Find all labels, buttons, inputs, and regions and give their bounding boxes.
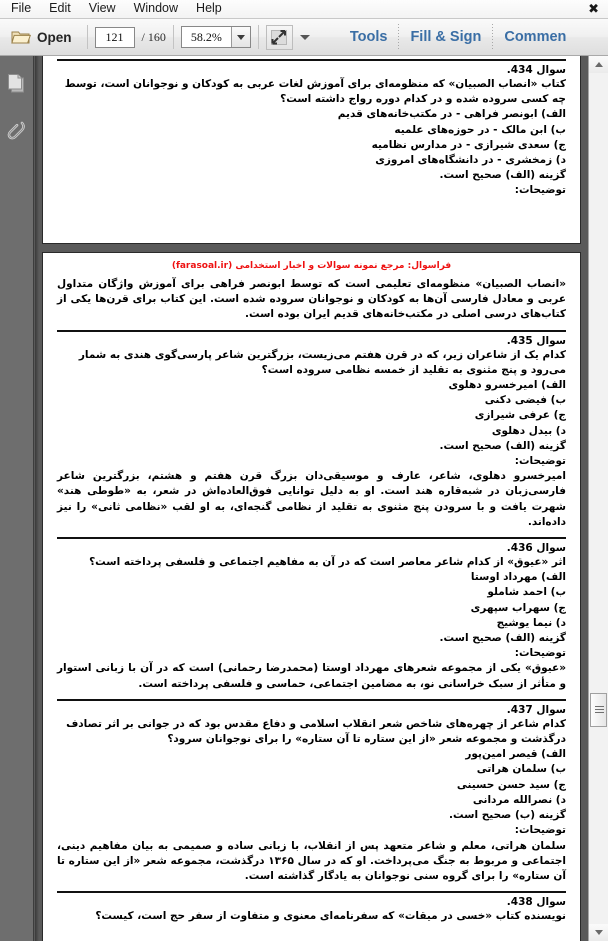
chevron-down-icon [237,35,245,40]
option-c: ج) سهراب سپهری [470,601,566,614]
explanation-label: توضیحات: [514,184,566,197]
tab-fill-and-sign[interactable]: Fill & Sign [410,29,482,45]
document-viewport[interactable] [35,56,588,941]
question-text: نویسنده کتاب «خسی در میقات» که سفرنامه‌ای معنوی و متفاوت از سفر حج است، کیست؟ [95,910,566,923]
explanation-label: توضیحات: [514,824,566,837]
workspace [0,56,608,941]
menu-item-view[interactable]: View [88,1,116,15]
attachments-paperclip-icon[interactable] [7,118,29,149]
option-c: ج) عرفی شیرازی [474,409,566,422]
pdf-page-121 [42,56,581,244]
vertical-scrollbar[interactable] [588,56,608,941]
explanation-block-434 [57,277,566,323]
question-divider [57,891,566,893]
question-block-437 [57,703,566,884]
open-label: Open [37,29,72,45]
pdf-page-122 [42,252,581,941]
option-d: د) نیما یوشیج [496,616,566,629]
scroll-down-button[interactable] [589,924,608,941]
page-number-input[interactable]: 121 [95,27,135,48]
option-a: الف) مهرداد اوستا [470,571,566,584]
option-b: ب) فیضی دکنی [484,394,566,407]
page-thumbnails-icon[interactable] [7,72,29,101]
option-d: د) زمخشری - در دانشگاه‌های امروزی [375,154,566,167]
folder-icon [11,29,31,45]
answer-line: گزینه (الف) صحیح است. [439,439,566,452]
question-block-435 [57,334,566,530]
option-c: ج) سید حسن حسینی [456,778,566,791]
option-d: د) نصرالله مردانی [472,793,566,806]
viewport-inner-shadow [35,56,39,941]
question-divider [57,330,566,332]
answer-line: گزینه (ب) صحیح است. [449,809,566,822]
close-icon[interactable]: ✖ [588,1,599,16]
tab-tools[interactable]: Tools [349,29,388,45]
question-block-438 [57,895,566,924]
question-number: سوال 435. [506,334,566,347]
explanation-text: «انصاب الصبیان» منظومه‌ای تعلیمی است که توسط ابونصر فراهی برای آموزش واژگان متداول عربی و معادل فارسی آن‌ها به کودکان و نوجوانان سروده شده است. این کتاب برای قرن‌ها یکی از کتاب‌های درسی اصلی در مکتب‌خانه‌های قدیم ایران بوده است. [57,278,566,321]
explanation-label: توضیحات: [514,455,566,468]
menu-item-window[interactable]: Window [133,1,179,15]
answer-line: گزینه (الف) صحیح است. [439,632,566,645]
toolbar-divider-2 [173,25,174,49]
explanation-text: «عیوق» یکی از مجموعه شعرهای مهرداد اوستا (محمدرضا رحمانی) است که در آن با زبانی استوار و متأثر از سبک خراسانی نو، به مضامین اجتماعی، حماسی و فلسفی پرداخته است. [57,662,566,690]
open-button[interactable] [6,24,80,51]
toolbar-divider-4 [398,24,399,50]
zoom-combobox[interactable] [181,26,251,48]
question-text: کدام شاعر از چهره‌های شاخص شعر انقلاب اسلامی و دفاع مقدس بود که در جوانی بر اثر تصادف درگذشت و مجموعه شعر «از این ستاره تا آن ستاره» را برای نوجوانان سرود؟ [66,717,566,746]
scroll-up-button[interactable] [589,56,608,73]
menu-item-edit[interactable]: Edit [49,1,71,15]
explanation-text: سلمان هراتی، معلم و شاعر متعهد پس از انقلاب، با زبانی ساده و صمیمی به بیان مفاهیم دینی، اجتماعی و مربوط به جنگ می‌پرداخت. او که در سال ۱۳۶۵ درگذشت، مجموعه شعر «از این ستاره تا آن ستاره» را برای گروه سنی نوجوانان به یادگار گذاشته است. [57,839,567,882]
question-number: سوال 438. [506,896,566,909]
answer-line: گزینه (الف) صحیح است. [439,169,566,182]
option-d: د) بیدل دهلوی [491,424,566,437]
option-a: الف) قیصر امین‌پور [465,748,566,761]
triangle-down-icon [595,930,603,935]
option-b: ب) ابن مالک - در حوزه‌های علمیه [394,123,566,136]
fit-page-button[interactable] [266,25,293,50]
toolbar-divider-1 [87,25,88,49]
option-a: الف) ابونصر فراهی - در مکتب‌خانه‌های قدیم [337,108,566,121]
watermark-footer: فراسوال: مرجع نمونه سوالات و اخبار استخدامی (farasoal.ir) [171,261,452,271]
triangle-up-icon [595,62,603,67]
question-number: سوال 436. [506,542,566,555]
explanation-label: توضیحات: [514,647,566,660]
page-total-label: / 160 [141,29,166,44]
question-block-436 [57,541,566,692]
tab-comment[interactable]: Commen [504,29,567,45]
question-divider [57,59,566,61]
option-c: ج) سعدی شیرازی - در مدارس نظامیه [371,138,566,151]
question-text: کتاب «انصاب الصبیان» که منظومه‌ای برای آموزش لغات عربی به کودکان و نوجوانان است، توسط چه کسی سروده شده و در کدام دوره رواج داشته است؟ [64,78,566,106]
question-number: سوال 434. [506,64,566,76]
scrollbar-grip-icon [595,706,604,715]
option-b: ب) سلمان هراتی [476,763,566,776]
zoom-dropdown-button[interactable] [231,27,250,47]
fit-options-chevron-icon[interactable] [300,35,310,40]
option-a: الف) امیرخسرو دهلوی [448,379,566,392]
page-navigation-group [95,19,166,55]
scrollbar-thumb[interactable] [590,693,607,727]
question-divider [57,537,566,539]
menu-bar [0,0,608,19]
navigation-rail [0,56,34,941]
question-text: اثر «عیوق» از کدام شاعر معاصر است که در آن به مفاهیم اجتماعی و فلسفی پرداخته است؟ [89,556,566,569]
question-number: سوال 437. [506,703,566,716]
toolbar-divider-3 [258,25,259,49]
fit-page-icon [270,29,288,46]
question-text: کدام یک از شاعران زیر، که در قرن هفتم می‌زیست، بزرگترین شاعر پارسی‌گوی هندی به شمار می‌رود و پنج مثنوی به تقلید از خمسه نظامی سروده است؟ [78,348,566,376]
menu-item-file[interactable]: File [11,1,32,15]
question-divider [57,699,566,701]
zoom-level-input[interactable]: 58.2% [190,30,222,44]
toolbar-divider-5 [492,24,493,50]
option-b: ب) احمد شاملو [487,586,566,599]
explanation-text: امیرخسرو دهلوی، شاعر، عارف و موسیقی‌دان بزرگ قرن هفتم و هشتم، بزرگترین شاعر فارسی‌زبان در شبه‌قاره هند است. او به دلیل توانایی فوق‌العاده‌اش در شعر، به «طوطی هند» شهرت یافت و با سرودن پنج مثنوی به تقلید از نظامی گنجه‌ای، به او لقب «نظامی ثانی» را نیز داده‌اند. [57,470,566,528]
toolbar [0,19,608,56]
menu-item-help[interactable]: Help [196,1,222,15]
